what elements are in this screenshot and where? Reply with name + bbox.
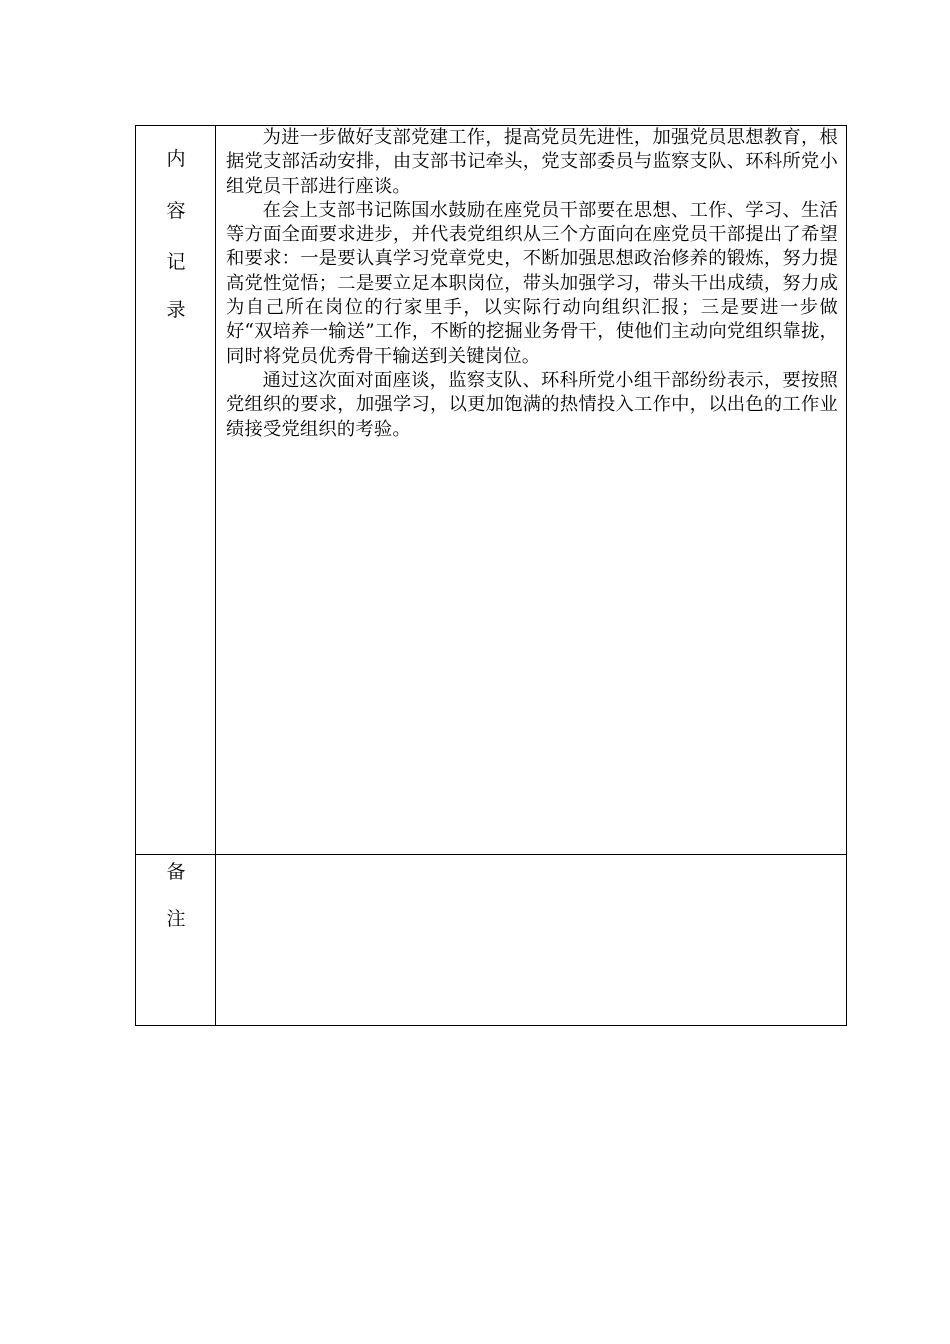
label-char-rong: 容 bbox=[166, 200, 186, 222]
remarks-label-cell bbox=[136, 855, 216, 1025]
remarks-body-cell bbox=[216, 855, 846, 1025]
paragraph-1: 为进一步做好支部党建工作，提高党员先进性，加强党员思想教育，根据党支部活动安排，由支部书记牵头，党支部委员与监察支队、环科所党小组党员干部进行座谈。 bbox=[226, 127, 838, 197]
label-char-nei: 内 bbox=[166, 148, 186, 170]
content-record-label-cell bbox=[136, 126, 216, 854]
label-char-bei: 备 bbox=[166, 861, 186, 883]
label-char-lu: 录 bbox=[166, 299, 186, 321]
label-char-zhu: 注 bbox=[166, 908, 186, 930]
content-record-body-cell bbox=[216, 126, 846, 854]
record-table bbox=[135, 125, 847, 1026]
remarks-row bbox=[136, 855, 846, 1025]
content-record-row bbox=[136, 126, 846, 855]
content-record-text bbox=[226, 126, 838, 442]
label-char-ji: 记 bbox=[166, 251, 186, 273]
paragraph-2: 在会上支部书记陈国水鼓励在座党员干部要在思想、工作、学习、生活等方面全面要求进步，并代表党组织从三个方面向在座党员干部提出了希望和要求：一是要认真学习党章党史，不断加强思想政治修养的锻炼，努力提高党性觉悟；二是要立足本职岗位，带头加强学习，带头干出成绩，努力成为自己所在岗位的行家里手，以实际行动向组织汇报；三是要进一步做好“双培养一输送”工作，不断的挖掘业务骨干，使他们主动向党组织靠拢，同时将党员优秀骨干输送到关键岗位。 bbox=[226, 199, 838, 367]
paragraph-3: 通过这次面对面座谈，监察支队、环科所党小组干部纷纷表示，要按照党组织的要求，加强学习，以更加饱满的热情投入工作中，以出色的工作业绩接受党组织的考验。 bbox=[226, 369, 838, 440]
